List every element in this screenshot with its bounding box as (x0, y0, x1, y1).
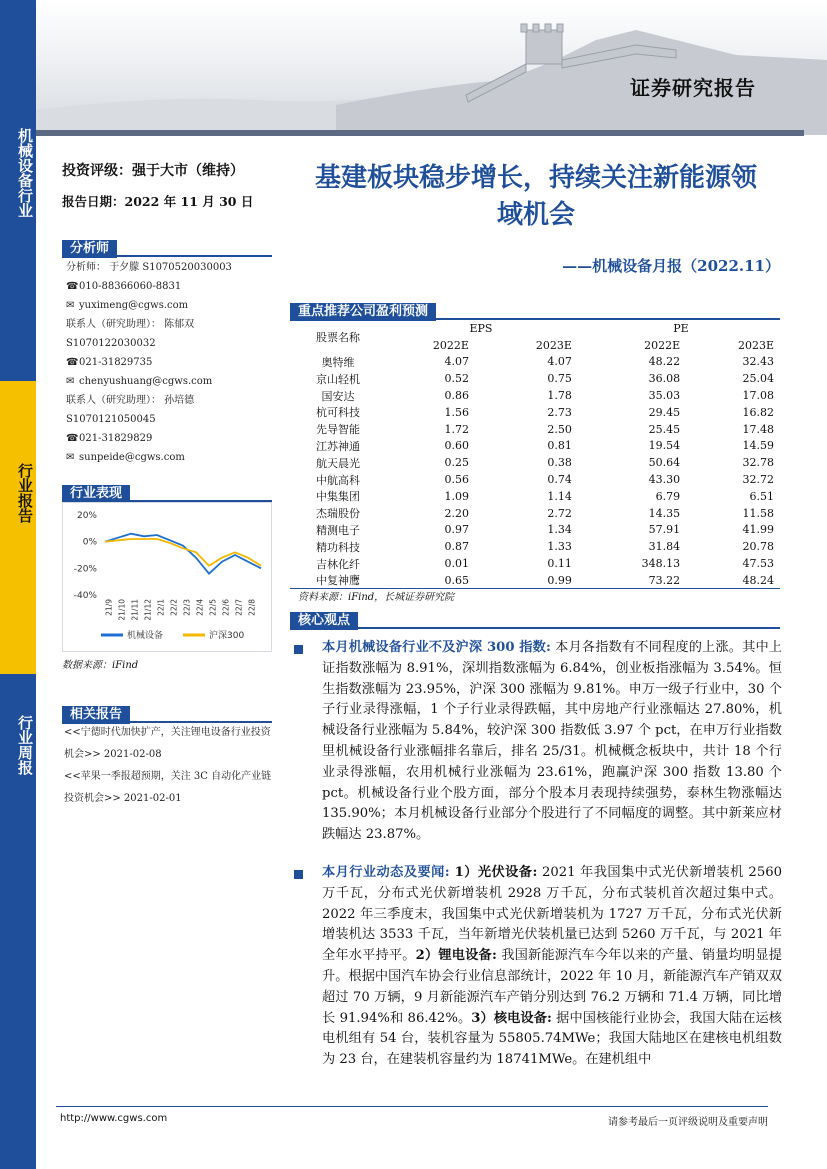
header-banner (36, 0, 827, 135)
core-paragraph-2 (322, 863, 782, 1071)
page-title (286, 160, 786, 234)
value-cell: 1.14 (547, 489, 572, 503)
table-row (298, 354, 778, 371)
analyst-line[interactable] (66, 448, 281, 467)
performance-section-header (62, 482, 272, 502)
value-cell: 6.51 (749, 489, 774, 503)
value-cell: 0.75 (547, 372, 572, 386)
analyst-line-text: 021-31829829 (79, 433, 153, 444)
value-cell: 57.91 (648, 523, 681, 537)
stock-name-cell: 精功科技 (316, 540, 360, 554)
side-tab-report: 行业报告 (16, 463, 34, 523)
column-group-eps: EPS (469, 321, 493, 335)
value-cell: 0.60 (444, 439, 469, 453)
y-tick-label: -20% (73, 564, 97, 575)
value-cell: 6.79 (655, 489, 681, 503)
value-cell: 2.72 (547, 506, 572, 520)
x-tick-label: 21/11 (130, 599, 140, 621)
performance-source: 数据来源：iFind (62, 660, 139, 671)
stock-name-cell: 吉林化纤 (316, 557, 360, 571)
value-cell: 47.53 (742, 557, 774, 571)
value-cell: 2.73 (547, 405, 572, 419)
value-cell: 1.33 (547, 540, 572, 554)
table-row (298, 488, 778, 505)
performance-section-title: 行业表现 (62, 485, 130, 503)
value-cell: 11.58 (742, 506, 774, 520)
mail-icon: ✉ (66, 376, 75, 387)
analyst-line[interactable] (66, 296, 281, 315)
analyst-line (66, 391, 281, 410)
analyst-section-header (62, 237, 272, 257)
table-row (298, 370, 778, 387)
y-tick-label: -40% (73, 591, 97, 601)
analyst-line-text: 分析师： 于夕朦 S1070520030003 (66, 262, 232, 273)
mail-icon: ✉ (66, 300, 75, 311)
value-cell: 1.72 (444, 422, 469, 436)
core-p2-body2: 我国新能源汽车今年以来的产量、销量均明显提升。根据中国汽车协会行业信息部统计，2022 年 10 月，新能源汽车产销双双超过 70 万辆，9 月新能源汽车产销分别达到 76.2 万辆和 71.4 万辆，同比增长 91.94%和 86.42%。 (322, 948, 782, 1026)
core-p1-body: 本月各指数有不同程度的上涨。其中上证指数涨幅为 8.91%，深圳指数涨幅为 6.84%，创业板指涨幅为 3.54%。恒生指数涨幅为 23.95%，沪深 300 涨幅为 9.81%。申万一级子行业中，30 个子行业录得涨幅，1 个子行业录得跌幅，其中房地产行业涨幅达 27.80%，机械设备行业涨幅为 5.84%，较沪深 300 指数低 3.97 个 pct，在申万行业指数里机械设备行业涨幅排名靠后，排名 25/31。机械概念板块中，共计 18 个行业录得涨幅，农用机械行业涨幅为 23.61%，跑赢沪深 300 指数 13.80 个 pct。机械设备行业个股方面，部分个股本月表现持续强势，泰林生物涨幅达 135.90%；本月机械设备行业部分个股进行了不同幅度的调整。其中新莱应材跌幅达 23.87%。 (322, 640, 782, 843)
analyst-line-text: S1070122030032 (66, 338, 156, 349)
value-cell: 19.54 (648, 439, 681, 453)
y-tick-label: 20% (76, 511, 97, 521)
value-cell: 1.09 (444, 489, 469, 503)
phone-icon: ☎ (66, 357, 79, 368)
value-cell: 17.08 (742, 389, 774, 403)
table-row (298, 421, 778, 438)
banner-title: 证券研究报告 (630, 76, 756, 100)
rating (62, 160, 244, 180)
core-p2-body3: 据中国核能行业协会，我国大陆在运核电机组有 54 台，装机容量为 55805.74MWe；我国大陆地区在建核电机组数为 23 台，在建装机容量约为 18741MWe。在建机组中 (322, 1010, 782, 1068)
value-cell: 348.13 (641, 557, 681, 571)
x-tick-label: 22/1 (156, 599, 166, 616)
table-row (298, 471, 778, 488)
analyst-line-text: 021-31829735 (79, 357, 153, 368)
related-section-title: 相关报告 (62, 706, 130, 724)
x-tick-label: 22/2 (169, 599, 179, 616)
analyst-line (66, 315, 281, 334)
forecast-source: 资料来源：iFind，长城证券研究院 (298, 592, 455, 603)
value-cell: 43.30 (648, 473, 681, 487)
x-tick-label: 22/4 (195, 599, 205, 616)
table-row (298, 404, 778, 421)
value-cell: 4.07 (547, 355, 572, 369)
rating-label: 投资评级： (62, 163, 132, 179)
x-tick-label: 22/3 (182, 599, 192, 616)
analyst-line-text: 联系人（研究助理）： 孙培德 (66, 395, 195, 406)
core-paragraph-1 (322, 638, 782, 846)
value-cell: 0.87 (444, 540, 469, 554)
value-cell: 0.38 (547, 456, 572, 470)
stock-name-cell: 杰瑞股份 (316, 507, 360, 521)
table-row (298, 538, 778, 555)
performance-chart (63, 503, 271, 651)
column-header-pe-2023: 2023E (737, 338, 774, 352)
analyst-line-text: 010-88366060-8831 (79, 281, 182, 292)
column-header-name: 股票名称 (316, 330, 360, 344)
x-tick-label: 22/8 (247, 599, 257, 616)
x-tick-label: 22/5 (208, 599, 218, 616)
analyst-line-text: S1070121050045 (66, 414, 156, 425)
analyst-line (66, 429, 281, 448)
analyst-line-text: sunpeide@cgws.com (79, 452, 185, 463)
value-cell: 0.99 (547, 573, 572, 587)
x-tick-label: 21/10 (117, 599, 127, 621)
value-cell: 1.34 (547, 523, 572, 537)
value-cell: 0.86 (444, 389, 469, 403)
stock-name-cell: 京山轻机 (316, 372, 360, 386)
column-header-eps-2023: 2023E (535, 338, 572, 352)
related-report-item[interactable]: <<宁德时代加快扩产，关注锂电设备行业投资机会>> 2021-02-08 (64, 727, 271, 760)
analyst-list (66, 258, 281, 467)
value-cell: 0.56 (444, 473, 469, 487)
performance-chart-frame (62, 502, 272, 652)
value-cell: 36.08 (648, 372, 681, 386)
value-cell: 29.45 (648, 405, 681, 419)
value-cell: 31.84 (648, 540, 681, 554)
x-tick-label: 21/9 (104, 599, 114, 616)
stock-name-cell: 国安达 (321, 389, 355, 403)
value-cell: 0.74 (547, 473, 572, 487)
analyst-line (66, 353, 281, 372)
value-cell: 4.07 (444, 355, 469, 369)
core-p2-sub1: 1）光伏设备: (449, 865, 538, 880)
value-cell: 20.78 (742, 540, 774, 554)
forecast-section-title: 重点推荐公司盈利预测 (290, 303, 436, 321)
forecast-table-wrap (298, 320, 778, 589)
x-tick-label: 22/6 (221, 599, 231, 616)
value-cell: 2.50 (547, 422, 572, 436)
value-cell: 73.22 (648, 573, 681, 587)
value-cell: 25.04 (742, 372, 774, 386)
value-cell: 32.43 (742, 355, 774, 369)
value-cell: 48.24 (742, 573, 774, 587)
value-cell: 32.78 (742, 456, 774, 470)
table-row (298, 572, 778, 589)
core-p1-heading: 本月机械设备行业不及沪深 300 指数: (322, 640, 551, 655)
column-header-eps-2022: 2022E (432, 338, 469, 352)
value-cell: 0.97 (444, 523, 469, 537)
value-cell: 32.72 (742, 473, 774, 487)
y-tick-label: 0% (82, 537, 97, 548)
value-cell: 48.22 (648, 355, 681, 369)
bullet-icon (294, 870, 303, 879)
column-header-pe-2022: 2022E (644, 338, 681, 352)
value-cell: 50.64 (648, 456, 681, 470)
table-row (298, 438, 778, 455)
value-cell: 1.56 (444, 405, 469, 419)
table-row (298, 454, 778, 471)
report-date (62, 192, 253, 210)
phone-icon: ☎ (66, 433, 79, 444)
side-tab-industry: 机械设备行业 (16, 128, 34, 218)
stock-name-cell: 中集集团 (316, 490, 360, 504)
value-cell: 25.45 (648, 422, 681, 436)
stock-name-cell: 杭可科技 (316, 406, 360, 420)
stock-name-cell: 先导智能 (316, 423, 360, 437)
core-p2-body1: 2021 年我国集中式光伏新增装机 2560 万千瓦，分布式光伏新增装机 2928 万千瓦，分布式装机首次超过集中式。2022 年三季度末，我国集中式光伏新增装机为 1727 万千瓦，分布式光伏新增装机达 3533 千瓦，当年新增光伏装机量已达到 5260 万千瓦，与 2021 年全年水平持平。 (322, 865, 782, 964)
value-cell: 2.20 (444, 506, 469, 520)
page-subtitle: ——机械设备月报（2022.11） (562, 257, 780, 275)
rating-value: 强于大市（维持） (132, 163, 244, 179)
value-cell: 0.81 (547, 439, 572, 453)
core-p2-sub3: 3）核电设备: (471, 1010, 552, 1026)
value-cell: 14.35 (648, 506, 681, 520)
core-p2-heading: 本月行业动态及要闻: (322, 865, 450, 880)
mail-icon: ✉ (66, 452, 75, 463)
footer-note: 请参考最后一页评级说明及重要声明 (608, 1117, 768, 1128)
forecast-section-header (290, 300, 780, 320)
value-cell: 17.48 (742, 422, 774, 436)
core-section-header (290, 609, 780, 629)
analyst-line-text: 联系人（研究助理）： 陈郁双 (66, 319, 195, 330)
value-cell: 1.78 (547, 389, 572, 403)
stock-name-cell: 中复神鹰 (316, 574, 360, 588)
table-row (298, 505, 778, 522)
stock-name-cell: 奥特维 (321, 355, 355, 369)
value-cell: 0.01 (444, 557, 469, 571)
report-date-label: 报告日期： (62, 194, 125, 209)
value-cell: 41.99 (742, 523, 774, 537)
table-row (298, 555, 778, 572)
stock-name-cell: 江苏神通 (316, 439, 360, 453)
analyst-line[interactable] (66, 372, 281, 391)
legend-label: 沪深300 (209, 631, 245, 641)
table-row (298, 387, 778, 404)
value-cell: 14.59 (742, 439, 774, 453)
related-reports-list (64, 722, 274, 810)
analyst-section-title: 分析师 (62, 240, 117, 258)
series-line (105, 539, 261, 566)
value-cell: 35.03 (648, 389, 681, 403)
phone-icon: ☎ (66, 281, 79, 292)
stock-name-cell: 中航高科 (316, 473, 360, 487)
footer-divider (56, 1106, 768, 1107)
value-cell: 16.82 (742, 405, 774, 419)
related-report-item[interactable]: <<苹果一季报超预期，关注 3C 自动化产业链投资机会>> 2021-02-01 (64, 771, 272, 804)
header-divider (36, 130, 804, 136)
analyst-line-text: yuximeng@cgws.com (79, 300, 189, 311)
x-tick-label: 22/7 (234, 599, 244, 616)
value-cell: 0.52 (444, 372, 469, 386)
value-cell: 0.25 (444, 456, 469, 470)
bullet-icon (294, 645, 303, 654)
report-date-value: 2022 年 11 月 30 日 (124, 194, 254, 209)
value-cell: 0.65 (444, 573, 469, 587)
footer-url[interactable]: http://www.cgws.com (60, 1113, 168, 1124)
related-section-header (62, 703, 272, 723)
stock-name-cell: 航天晨光 (316, 456, 360, 470)
value-cell: 0.11 (547, 557, 572, 571)
side-tab-weekly: 行业周报 (16, 715, 34, 775)
analyst-line (66, 334, 281, 353)
analyst-line-text: chenyushuang@cgws.com (79, 376, 213, 387)
column-group-pe: PE (673, 321, 689, 335)
analyst-line (66, 410, 281, 429)
core-section-title: 核心观点 (290, 612, 358, 630)
table-row (298, 522, 778, 539)
analyst-line (66, 277, 281, 296)
analyst-line (66, 258, 281, 277)
legend-label: 机械设备 (127, 631, 164, 641)
core-p2-sub2: 2）锂电设备: (415, 948, 497, 964)
title-line-2: 域机会 (496, 200, 575, 230)
forecast-table (298, 320, 778, 589)
stock-name-cell: 精测电子 (316, 523, 360, 537)
title-line-1: 基建板块稳步增长，持续关注新能源领 (314, 163, 757, 193)
great-wall-illustration (36, 0, 827, 135)
x-tick-label: 21/12 (143, 599, 153, 621)
